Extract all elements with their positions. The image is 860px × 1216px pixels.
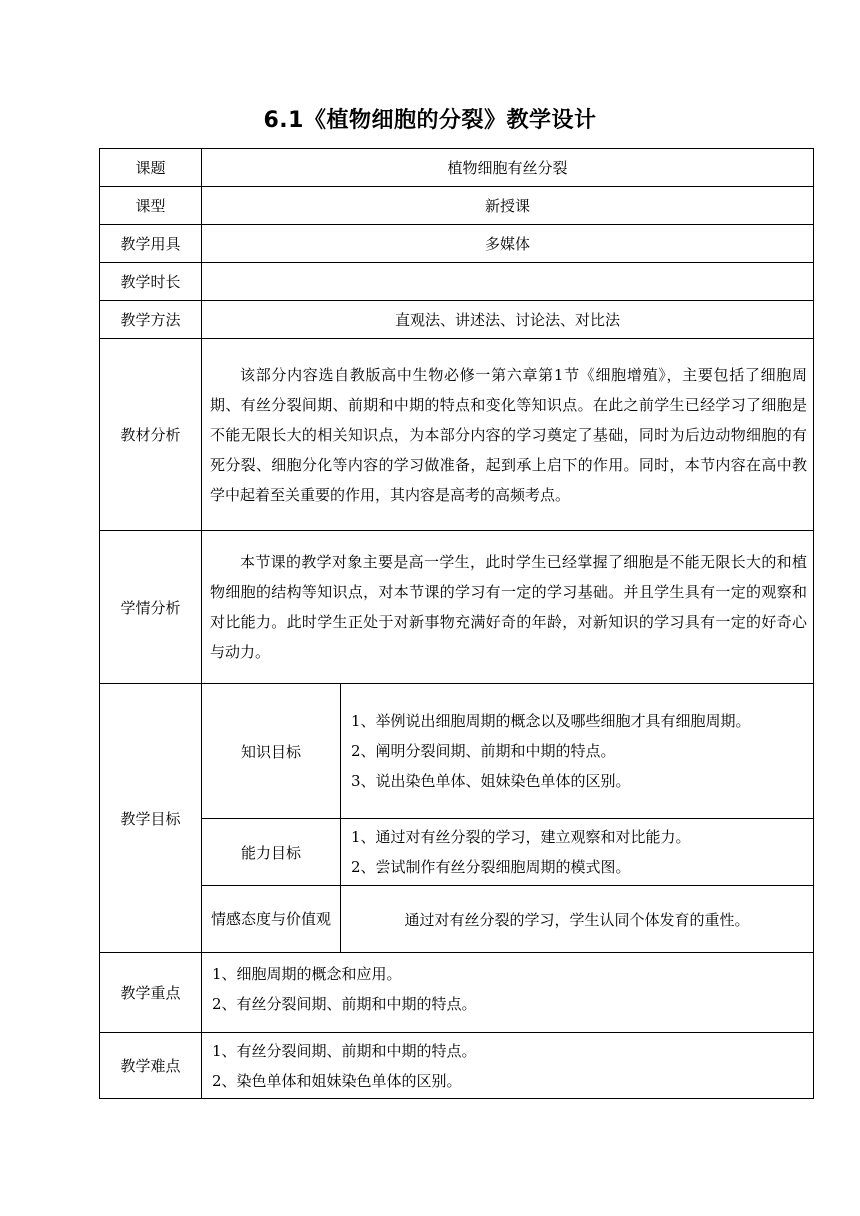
type-label: 课型: [100, 187, 202, 225]
key-point-item: 1、细胞周期的概念和应用。: [212, 965, 402, 983]
difficulty-item: 2、染色单体和姐妹染色单体的区别。: [212, 1071, 462, 1090]
key-point-item: 2、有丝分裂间期、前期和中期的特点。: [212, 995, 477, 1013]
row-students: [100, 531, 814, 684]
knowledge-goal-item: 1、举例说出细胞周期的概念以及哪些细胞才具有细胞周期。: [351, 712, 751, 730]
methods-value: 直观法、讲述法、讨论法、对比法: [202, 301, 814, 339]
row-goals-ability: [100, 819, 814, 886]
row-key-points: [100, 953, 814, 1033]
ability-goal-item: 1、通过对有丝分裂的学习，建立观察和对比能力。: [351, 828, 691, 846]
tools-value: 多媒体: [202, 225, 814, 263]
attitude-goal-text: 通过对有丝分裂的学习，学生认同个体发育的重性。: [341, 886, 814, 953]
material-text: 该部分内容选自教版高中生物必修一第六章第1节《细胞增殖》，主要包括了细胞周期、有丝分裂间期、前期和中期的特点和变化等知识点。在此之前学生已经学习了细胞是不能无限长大的相关知识点，为本部分内容的学习奠定了基础，同时为后边动物细胞的有死分裂、细胞分化等内容的学习做准备，起到承上启下的作用。同时，本节内容在高中教学中起着至关重要的作用，其内容是高考的高频考点。: [202, 339, 814, 531]
row-type: [100, 187, 814, 225]
duration-label: 教学时长: [100, 263, 202, 301]
knowledge-goal-label: 知识目标: [202, 684, 341, 819]
page-title: 6.1《植物细胞的分裂》教学设计: [263, 108, 597, 133]
knowledge-goal-item: 3、说出染色单体、姐妹染色单体的区别。: [351, 772, 631, 790]
tools-label: 教学用具: [100, 225, 202, 263]
methods-label: 教学方法: [100, 301, 202, 339]
lesson-plan-table: [99, 148, 814, 1099]
row-tools: [100, 225, 814, 263]
key-points-label: 教学重点: [100, 953, 202, 1033]
ability-goal-label: 能力目标: [202, 819, 341, 886]
ability-goal-item: 2、尝试制作有丝分裂细胞周期的模式图。: [351, 858, 631, 876]
knowledge-goal-list: [341, 684, 814, 819]
knowledge-goal-item: 2、阐明分裂间期、前期和中期的特点。: [351, 742, 616, 760]
duration-value: [202, 263, 814, 301]
topic-label: 课题: [100, 149, 202, 187]
difficulties-list: [202, 1033, 814, 1099]
attitude-goal-label: 情感态度与价值观: [202, 886, 341, 953]
row-duration: [100, 263, 814, 301]
students-text: 本节课的教学对象主要是高一学生，此时学生已经掌握了细胞是不能无限长大的和植物细胞的结构等知识点，对本节课的学习有一定的学习基础。并且学生具有一定的观察和对比能力。此时学生正处于对新事物充满好奇的年龄，对新知识的学习具有一定的好奇心与动力。: [202, 531, 814, 684]
difficulty-item: 1、有丝分裂间期、前期和中期的特点。: [212, 1041, 477, 1060]
row-goals-attitude: [100, 886, 814, 953]
key-points-list: [202, 953, 814, 1033]
topic-value: 植物细胞有丝分裂: [202, 149, 814, 187]
row-material: [100, 339, 814, 531]
goals-label: 教学目标: [100, 684, 202, 953]
students-label: 学情分析: [100, 531, 202, 684]
row-goals-knowledge: [100, 684, 814, 819]
material-label: 教材分析: [100, 339, 202, 531]
row-difficulties: [100, 1033, 814, 1099]
type-value: 新授课: [202, 187, 814, 225]
row-methods: [100, 301, 814, 339]
ability-goal-list: [341, 819, 814, 886]
difficulties-label: 教学难点: [100, 1033, 202, 1099]
row-topic: [100, 149, 814, 187]
